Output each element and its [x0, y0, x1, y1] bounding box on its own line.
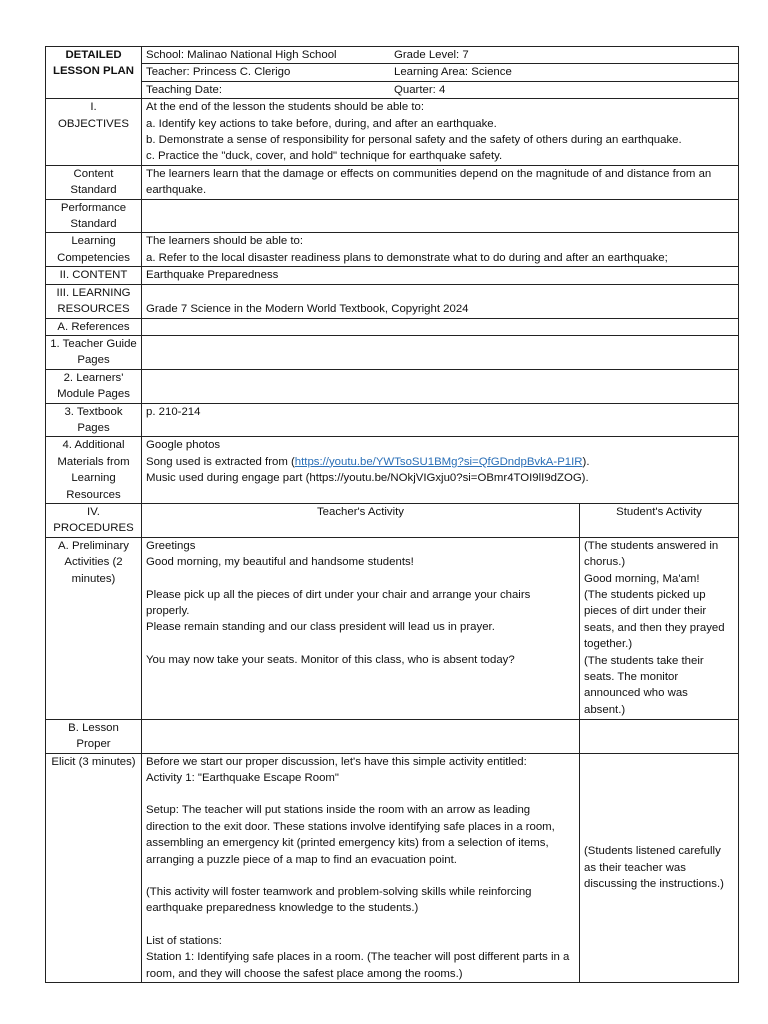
teacher-line: Before we start our proper discussion, let's have this simple activity entitled:	[146, 755, 527, 768]
objectives-line: a. Identify key actions to take before, during, and after an earthquake.	[146, 117, 497, 130]
student-line: announced who was	[584, 687, 688, 700]
teacher-line: Activity 1: "Earthquake Escape Room"	[146, 772, 339, 784]
grade-level: Grade Level: 7	[394, 49, 469, 61]
song-link[interactable]: https://youtu.be/YWTsoSU1BMg?si=QfGDndpBvkA-P1IR	[294, 455, 583, 468]
header-row-date	[142, 81, 739, 98]
elicit-label: Elicit (3 minutes)	[46, 753, 142, 982]
student-line: as their teacher was	[584, 861, 686, 874]
student-line: (The students picked up	[584, 589, 706, 601]
textbook-pages: p. 210-214	[142, 403, 739, 437]
learning-competencies-label: Learning Competencies	[46, 233, 142, 267]
lesson-plan-table	[45, 46, 739, 983]
competency-line: a. Refer to the local disaster readiness plans to demonstrate what to do during and after an earthquake;	[146, 251, 668, 264]
lesson-proper-student	[580, 719, 739, 753]
references-value	[142, 318, 739, 335]
objectives-line: c. Practice the "duck, cover, and hold" technique for earthquake safety.	[146, 150, 503, 163]
teacher-line: List of stations:	[146, 934, 222, 947]
teacher-activity-header: Teacher's Activity	[142, 503, 580, 537]
teacher-line: Please remain standing and our class president will lead us in prayer.	[146, 621, 495, 634]
student-line: absent.)	[584, 703, 626, 716]
procedures-label: IV. PROCEDURES	[46, 503, 142, 537]
student-line: Good morning, Ma'am!	[584, 572, 700, 585]
teacher-line: Greetings	[146, 539, 196, 552]
teacher-name: Teacher: Princess C. Clerigo	[146, 66, 291, 79]
content-label: II. CONTENT	[46, 267, 142, 284]
elicit-teacher-activity	[142, 753, 580, 982]
lesson-proper-label: B. Lesson Proper	[46, 719, 142, 753]
student-line: seats. The monitor	[584, 671, 679, 684]
header-row-school	[142, 47, 739, 64]
learning-competencies-content	[142, 233, 739, 267]
references-label: A. References	[46, 318, 142, 335]
document-title: DETAILED LESSON PLAN	[46, 47, 142, 99]
learning-resources-text	[142, 284, 739, 318]
student-line: seats, and then they prayed	[584, 621, 725, 634]
teaching-date: Teaching Date:	[146, 83, 222, 96]
elicit-student-activity	[580, 753, 739, 982]
lesson-proper-teacher	[142, 719, 580, 753]
student-line: discussing the instructions.)	[584, 878, 724, 891]
content-standard-text: The learners learn that the damage or effects on communities depend on the magnitude of and distance from an earthquake.	[142, 165, 739, 199]
song-prefix: Song used is extracted from (	[146, 455, 295, 468]
student-line: (The students answered in	[584, 539, 719, 552]
objectives-line: At the end of the lesson the students should be able to:	[146, 101, 425, 114]
objectives-content	[142, 99, 739, 166]
school-name: School: Malinao National High School	[146, 49, 337, 61]
objectives-label: I. OBJECTIVES	[46, 99, 142, 166]
student-line: pieces of dirt under their	[584, 605, 707, 618]
teacher-line: You may now take your seats. Monitor of this class, who is absent today?	[146, 653, 515, 666]
teacher-line: Setup: The teacher will put stations inside the room with an arrow as leading direction to the exit door. These stations involve identifying safe places in a room, assembling an emergency kit (printed emergency kits) from a selection of items, arranging a puzzle piece of a map to find an evacuation point.	[146, 804, 555, 866]
textbook-label: 3. Textbook Pages	[46, 403, 142, 437]
performance-standard-text	[142, 199, 739, 233]
performance-standard-label: Performance Standard	[46, 199, 142, 233]
additional-materials-label: 4. Additional Materials from Learning Resources	[46, 437, 142, 504]
learning-resources-label: III. LEARNING RESOURCES	[46, 284, 142, 318]
content-standard-label: Content Standard	[46, 165, 142, 199]
spacer	[146, 868, 575, 884]
preliminary-activities-label: A. Preliminary Activities (2 minutes)	[46, 537, 142, 719]
learners-module-value	[142, 369, 739, 403]
student-line: (Students listened carefully	[584, 845, 721, 858]
materials-photos: Google photos	[146, 439, 221, 452]
materials-song-line	[146, 454, 734, 470]
song-suffix: ).	[582, 455, 590, 468]
materials-music-line: Music used during engage part (https://youtu.be/NOkjVIGxju0?si=OBmr4TOI9lI9dZOG).	[146, 472, 589, 485]
teacher-line: Please pick up all the pieces of dirt under your chair and arrange your chairs properly.	[146, 588, 531, 617]
spacer	[146, 571, 575, 587]
additional-materials-content	[142, 437, 739, 504]
teacher-line: (This activity will foster teamwork and problem-solving skills while reinforcing earthquake preparedness knowledge to the students.)	[146, 886, 532, 915]
preliminary-student-activity	[580, 537, 739, 719]
header-row-teacher	[142, 64, 739, 81]
student-line: chorus.)	[584, 556, 626, 569]
spacer	[146, 786, 575, 802]
objectives-line: b. Demonstrate a sense of responsibility for personal safety and the safety of others during an earthquake.	[146, 134, 682, 147]
preliminary-teacher-activity	[142, 537, 580, 719]
competency-line: The learners should be able to:	[146, 235, 304, 248]
learning-area: Learning Area: Science	[394, 66, 512, 79]
teacher-guide-label: 1. Teacher Guide Pages	[46, 335, 142, 369]
spacer	[146, 917, 575, 933]
learners-module-label: 2. Learners' Module Pages	[46, 369, 142, 403]
teacher-guide-value	[142, 335, 739, 369]
learning-resources-value: Grade 7 Science in the Modern World Textbook, Copyright 2024	[146, 303, 469, 316]
teacher-line: Station 1: Identifying safe places in a room. (The teacher will post different parts in a room, and they will choose the safest place among the rooms.)	[146, 951, 570, 980]
student-line: together.)	[584, 638, 633, 651]
student-activity-header: Student's Activity	[580, 503, 739, 537]
quarter: Quarter: 4	[394, 83, 446, 96]
student-line: (The students take their	[584, 654, 704, 667]
content-text: Earthquake Preparedness	[142, 267, 739, 284]
spacer	[146, 636, 575, 652]
teacher-line: Good morning, my beautiful and handsome students!	[146, 556, 414, 569]
